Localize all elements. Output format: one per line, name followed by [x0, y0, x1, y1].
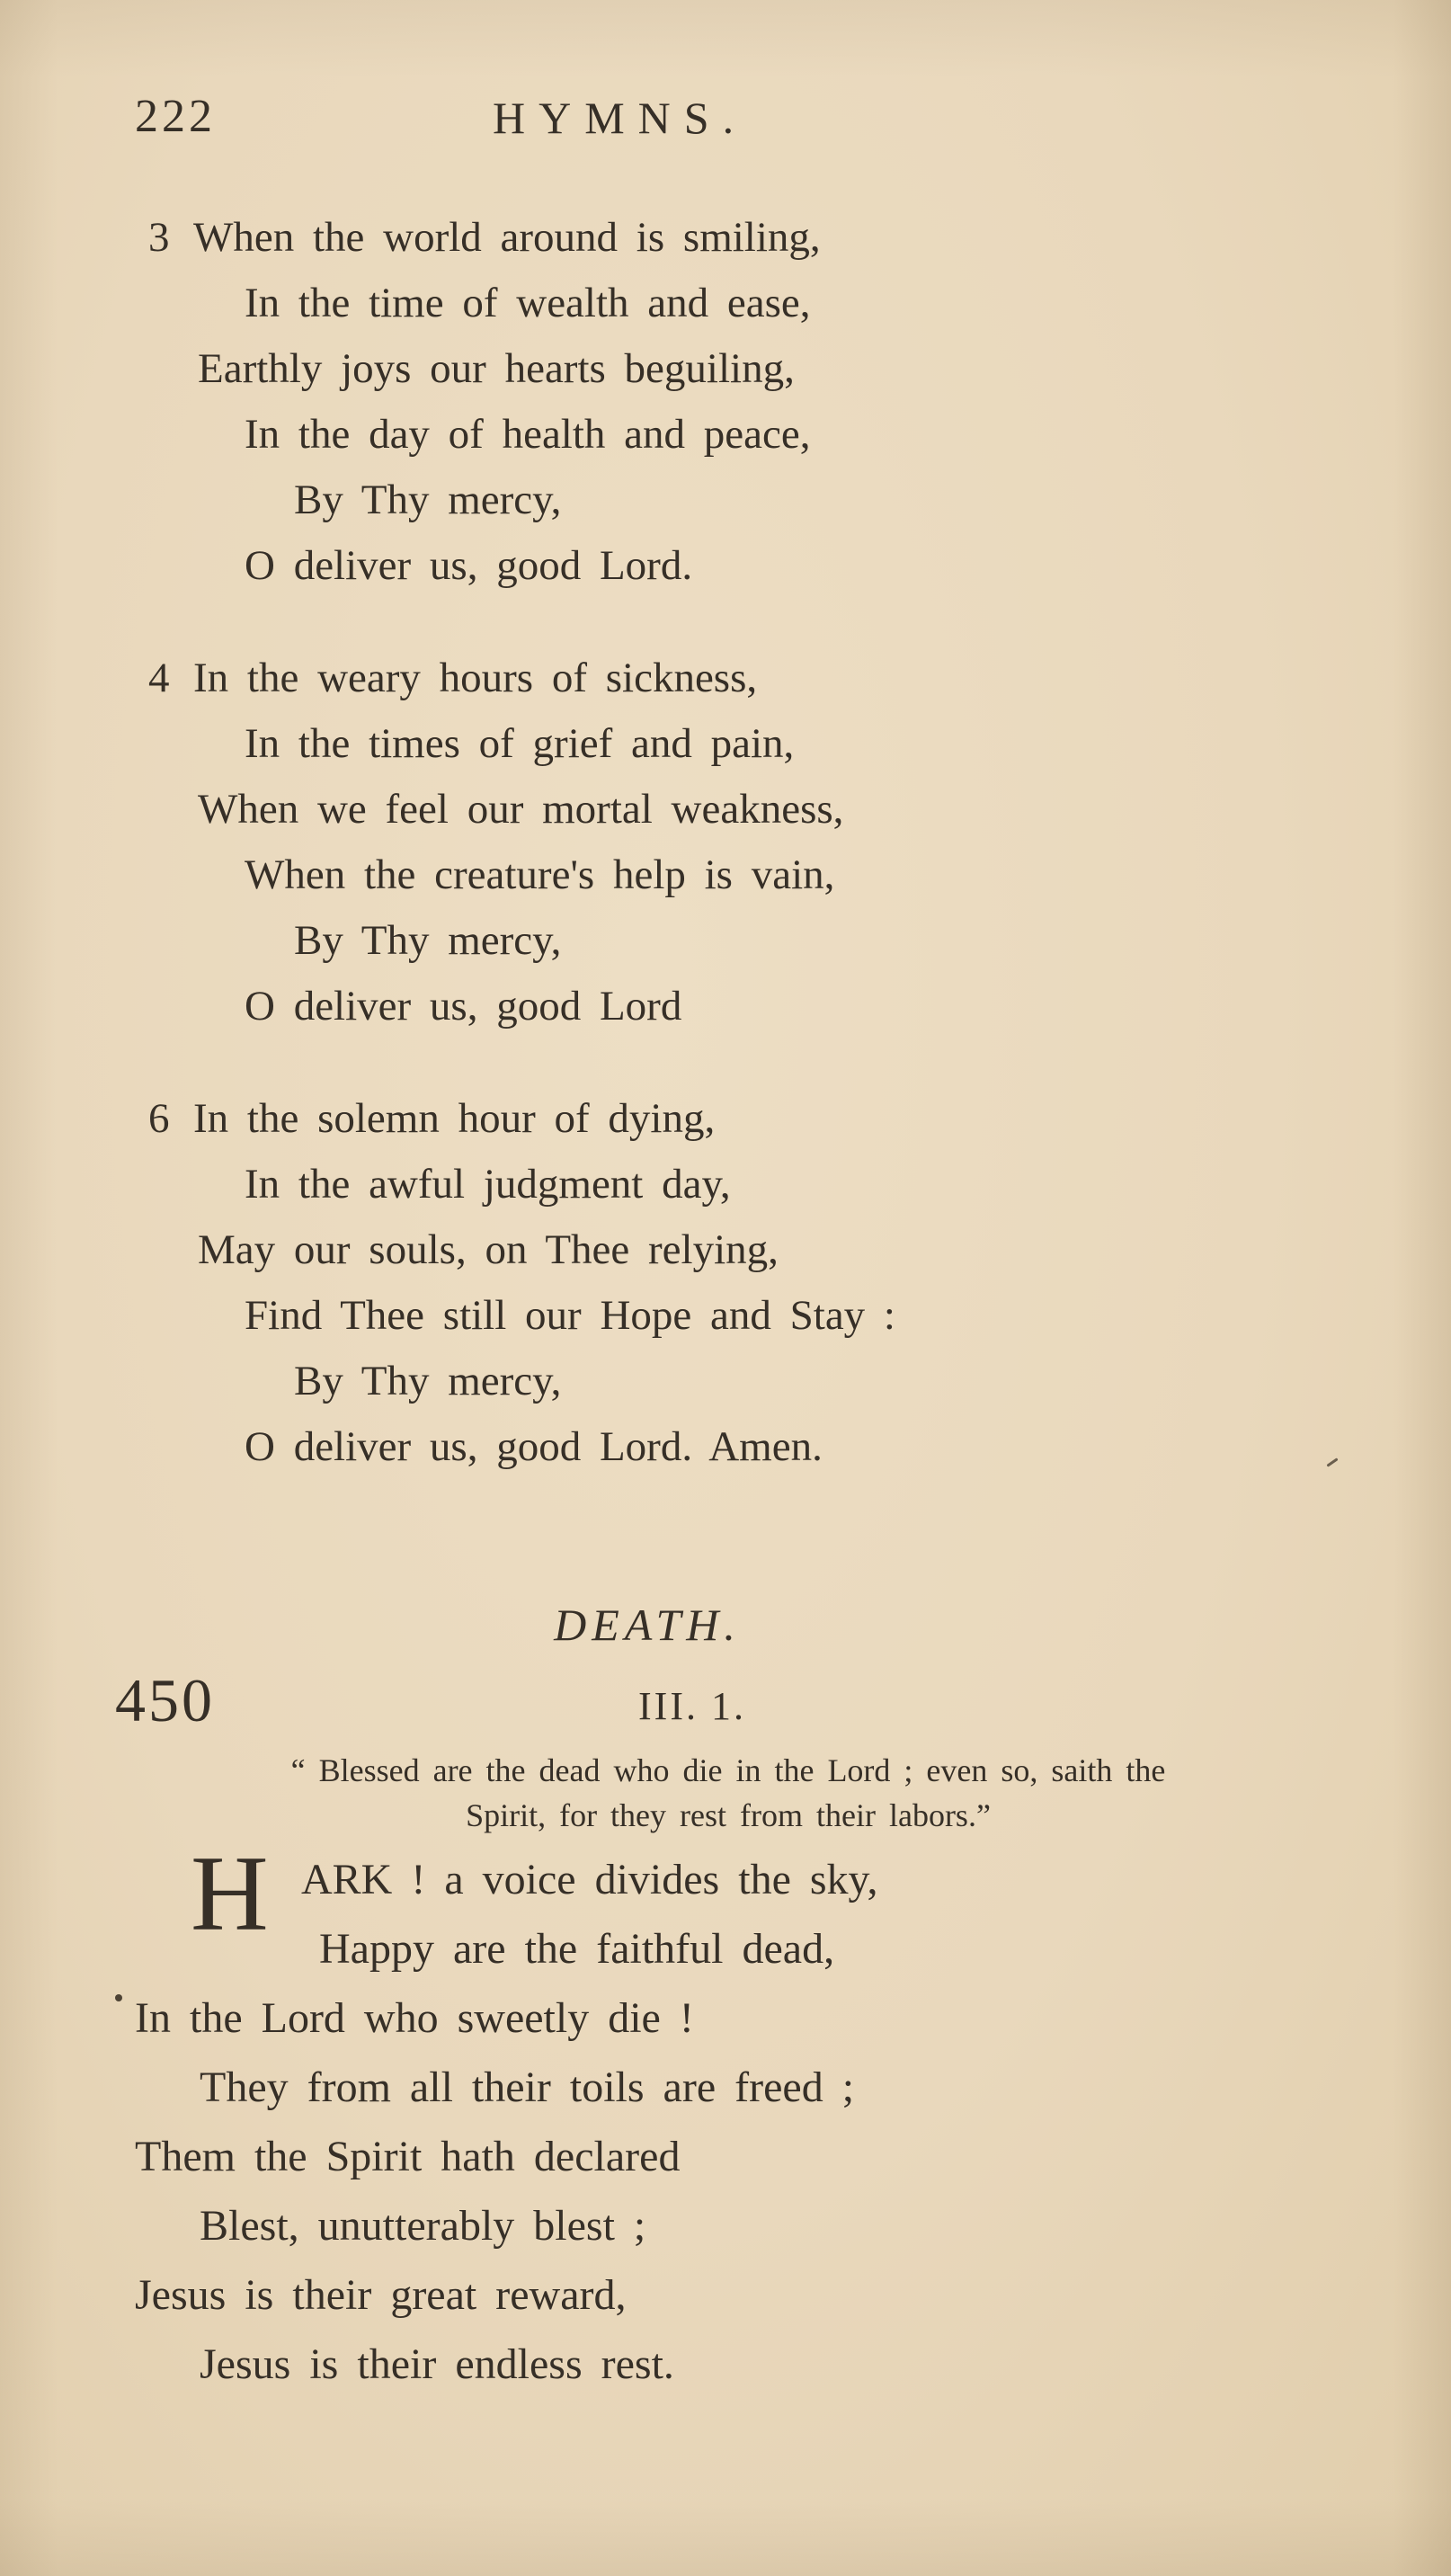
section-title: DEATH. [554, 1600, 741, 1650]
verse-line: In the weary hours of sickness, [193, 655, 758, 701]
verse-line: In the times of grief and pain, [245, 720, 795, 767]
scan-artifact-dot [115, 1994, 122, 2001]
verse-line: When the creature's help is vain, [245, 851, 835, 898]
verse-number: 6 [148, 1095, 170, 1142]
verse-line: Earthly joys our hearts beguiling, [198, 345, 795, 392]
drop-cap: H [191, 1833, 269, 1953]
hymn-line: Happy are the faithful dead, [319, 1925, 835, 1973]
verse-line: In the day of health and peace, [245, 411, 811, 458]
verse-line: O deliver us, good Lord. Amen. [245, 1423, 823, 1470]
hymn-meter: III. 1. [638, 1684, 746, 1728]
page-number: 222 [135, 91, 216, 142]
verse-line: When we feel our mortal weakness, [198, 786, 844, 833]
verse-line: May our souls, on Thee relying, [198, 1226, 779, 1273]
verse-line: By Thy mercy, [294, 1358, 562, 1404]
hymn-line: Jesus is their endless rest. [200, 2340, 674, 2388]
verse-line: By Thy mercy, [294, 477, 562, 523]
hymn-line: Jesus is their great reward, [135, 2271, 627, 2319]
hymn-line: They from all their toils are freed ; [200, 2063, 855, 2111]
verse [148, 646, 1317, 1039]
running-head [0, 90, 1451, 147]
hymn-body [135, 1833, 1349, 2399]
verse-number: 4 [148, 655, 170, 701]
epigraph-line: Spirit, for they rest from their labors.” [466, 1797, 991, 1833]
verses [148, 205, 1317, 1527]
hymn-line: In the Lord who sweetly die ! [135, 1994, 694, 2042]
verse [148, 205, 1317, 599]
verse-line: In the solemn hour of dying, [193, 1095, 716, 1142]
verse-line: O deliver us, good Lord [245, 983, 682, 1030]
epigraph-line: “ Blessed are the dead who die in the Lord ; even so, saith the [290, 1752, 1166, 1788]
scan-artifact-tick [1326, 1457, 1338, 1466]
verse-line: In the awful judgment day, [245, 1161, 731, 1208]
verse-line: Find Thee still our Hope and Stay : [245, 1292, 895, 1339]
verse-line: In the time of wealth and ease, [245, 280, 811, 326]
verse [148, 1086, 1317, 1480]
verse-line: When the world around is smiling, [193, 214, 821, 261]
running-head-title: HYMNS. [493, 93, 748, 143]
hymn-line: Them the Spirit hath declared [135, 2133, 681, 2180]
verse-line: By Thy mercy, [294, 917, 562, 964]
hymn-line: ARK ! a voice divides the sky, [301, 1856, 878, 1903]
verse-number: 3 [148, 214, 170, 261]
hymn-line: Blest, unutterably blest ; [200, 2202, 646, 2250]
epigraph [72, 1748, 1384, 1838]
verse-line: O deliver us, good Lord. [245, 542, 693, 589]
hymn-number: 450 [115, 1666, 215, 1734]
